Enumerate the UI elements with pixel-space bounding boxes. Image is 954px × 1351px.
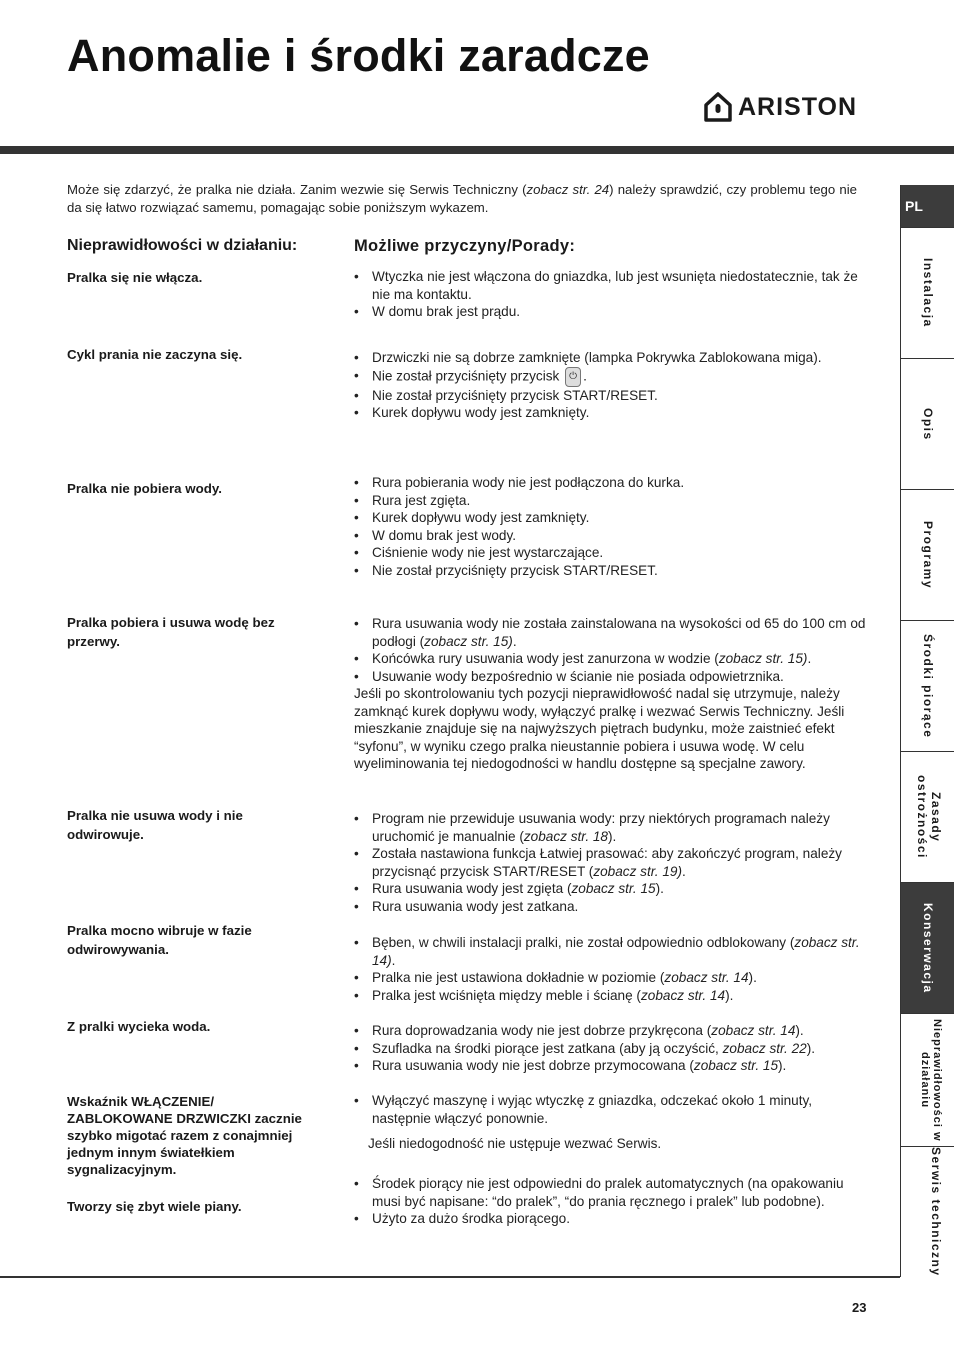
page-number: 23 xyxy=(852,1300,867,1315)
problem-continuous-water: Pralka pobiera i usuwa wodę bez przerwy. xyxy=(67,615,275,649)
solution-item: • Nie został przyciśnięty przycisk START/RESET. xyxy=(354,562,870,580)
solution-item: • Usuwanie wody bezpośrednio w ścianie nie posiada odpowietrznika. xyxy=(354,668,870,686)
solution-item: • Rura doprowadzania wody nie jest dobrze przykręcona (zobacz str. 14). xyxy=(354,1022,870,1040)
solutions-no-power xyxy=(354,268,870,321)
solution-note: Jeśli niedogodność nie ustępuje wezwać Serwis. xyxy=(368,1136,662,1151)
tab-opis[interactable]: Opis xyxy=(901,358,954,489)
brand-logo xyxy=(704,92,857,122)
problem-no-water-intake: Pralka nie pobiera wody. xyxy=(67,481,222,496)
solution-item: • Program nie przewiduje usuwania wody: przy niektórych programach należy uruchomić je manualnie (zobacz str. 18). xyxy=(354,810,870,845)
problem-no-drain: Pralka nie usuwa wody i nie odwirowuje. xyxy=(67,808,243,842)
solution-item: • Kurek dopływu wody jest zamknięty. xyxy=(354,509,870,527)
solutions-no-water-intake xyxy=(354,474,870,579)
page-title: Anomalie i środki zaradcze xyxy=(67,30,650,81)
solution-item: • Kurek dopływu wody jest zamknięty. xyxy=(354,404,870,422)
tab-instalacja[interactable]: Instalacja xyxy=(901,227,954,358)
solutions-water-leak xyxy=(354,1022,870,1075)
intro-ref: zobacz str. 24 xyxy=(526,182,610,197)
solution-item: • W domu brak jest prądu. xyxy=(354,303,870,321)
solution-item: • Środek piorący nie jest odpowiedni do pralek automatycznych (na opakowaniu musi być napisane: “do pralek”, “do prania ręcznego i pralek” lub podobne). xyxy=(354,1175,870,1210)
problem-no-power: Pralka się nie włącza. xyxy=(67,270,203,285)
power-button-icon: ⏻ xyxy=(565,367,581,387)
footer-divider xyxy=(0,1276,900,1278)
tab-srodki-piorace[interactable]: Środki piorące xyxy=(901,620,954,751)
solution-item: • Rura usuwania wody jest zatkana. xyxy=(354,898,870,916)
solutions-no-drain xyxy=(354,810,870,915)
solution-item: • Końcówka rury usuwania wody jest zanurzona w wodzie (zobacz str. 15). xyxy=(354,650,870,668)
problem-water-leak: Z pralki wycieka woda. xyxy=(67,1019,211,1034)
solution-item: • Rura usuwania wody jest zgięta (zobacz str. 15). xyxy=(354,880,870,898)
solution-item: • Rura usuwania wody nie jest dobrze przymocowana (zobacz str. 15). xyxy=(354,1057,870,1075)
brand-name: ARISTON xyxy=(738,92,858,121)
solutions-header: Możliwe przyczyny/Porady: xyxy=(354,237,576,255)
solutions-continuous-water xyxy=(354,615,870,773)
problem-vibration: Pralka mocno wibruje w fazie odwirowywania. xyxy=(67,923,252,957)
solution-item: • Pralka jest wciśnięta między meble i ścianę (zobacz str. 14). xyxy=(354,987,870,1005)
house-logo-icon xyxy=(704,92,732,122)
solution-item: • Została nastawiona funkcja Łatwiej prasować: aby zakończyć program, należy przycisnąć przycisk START/RESET (zobacz str. 19). xyxy=(354,845,870,880)
solution-item: • Rura jest zgięta. xyxy=(354,492,870,510)
solution-item: • Rura pobierania wody nie jest podłączona do kurka. xyxy=(354,474,870,492)
section-sidebar xyxy=(900,185,954,1277)
solution-item: • Bęben, w chwili instalacji pralki, nie został odpowiednio odblokowany (zobacz str. 14). xyxy=(354,934,870,969)
language-badge: PL xyxy=(901,185,954,227)
tab-konserwacja[interactable]: Konserwacja xyxy=(901,882,954,1013)
solution-item: • Użyto za dużo środka piorącego. xyxy=(354,1210,870,1228)
solution-suffix: . xyxy=(583,368,587,384)
solution-text: Nie został przyciśnięty przycisk xyxy=(372,368,560,384)
problems-header: Nieprawidłowości w działaniu: xyxy=(67,237,298,254)
intro-after: ) należy sprawdzić, czy problemu tego nie da się łatwo rozwiązać samemu, pomagając sobie poniższym wykazem. xyxy=(67,182,857,215)
solution-item: • Nie został przyciśnięty przycisk START/RESET. xyxy=(354,387,870,405)
solution-item: • Rura usuwania wody nie została zainstalowana na wysokości od 65 do 100 cm od podłogi (zobacz str. 15). xyxy=(354,615,870,650)
solution-item: • W domu brak jest wody. xyxy=(354,527,870,545)
solution-item: • Wtyczka nie jest włączona do gniazdka, lub jest wsunięta niedostatecznie, tak że nie ma kontaktu. xyxy=(354,268,870,303)
solutions-too-much-foam xyxy=(354,1175,870,1228)
solution-note: Jeśli po skontrolowaniu tych pozycji nieprawidłowość nadal się utrzymuje, należy zamknąć kurek dopływu wody, wyłączyć pralkę i wezwać Serwis Techniczny. Jeśli mieszkanie znajduje się na najwyższych piętrach budynku, może zaistnieć efekt “syfonu”, w wyniku czego pralka nieustannie pobiera i usuwa wodę. W celu wyeliminowania tej niedogodności w handlu dostępne są specjalne zawory. xyxy=(354,686,845,771)
header-divider xyxy=(0,146,954,154)
solution-item: • Szufladka na środki piorące jest zatkana (aby ją oczyścić, zobacz str. 22). xyxy=(354,1040,870,1058)
intro-before: Może się zdarzyć, że pralka nie działa. Zanim wezwie się Serwis Techniczny ( xyxy=(67,182,527,197)
solution-item: • Pralka nie jest ustawiona dokładnie w poziomie (zobacz str. 14). xyxy=(354,969,870,987)
solutions-cycle-not-start xyxy=(354,349,870,422)
tab-nieprawidlowosci[interactable]: Nieprawidłowości w działaniu xyxy=(901,1013,954,1146)
solutions-indicator-blinking xyxy=(354,1092,870,1153)
solution-item: • Drzwiczki nie są dobrze zamknięte (lampka Pokrywka Zablokowana miga). xyxy=(354,349,870,367)
problem-cycle-not-start: Cykl prania nie zaczyna się. xyxy=(67,347,243,362)
solution-item: • Ciśnienie wody nie jest wystarczające. xyxy=(354,544,870,562)
solution-item: • Wyłączyć maszynę i wyjąc wtyczkę z gniazdka, odczekać około 1 minuty, następnie włączyć ponownie. xyxy=(354,1092,870,1127)
solutions-vibration xyxy=(354,934,870,1004)
problem-too-much-foam: Tworzy się zbyt wiele piany. xyxy=(67,1199,242,1214)
intro-text xyxy=(67,181,857,217)
solution-item xyxy=(354,367,870,387)
tab-programy[interactable]: Programy xyxy=(901,489,954,620)
tab-serwis-techniczny[interactable]: Serwis techniczny xyxy=(901,1146,954,1277)
problem-indicator-blinking: Wskaźnik WŁĄCZENIE/ ZABLOKOWANE DRZWICZKI zacznie szybko migotać razem z conajmniej jednym innym światełkiem sygnalizacyjnym. xyxy=(67,1094,302,1177)
tab-zasady-ostroznosci[interactable]: Zasady ostrożności xyxy=(901,751,954,882)
